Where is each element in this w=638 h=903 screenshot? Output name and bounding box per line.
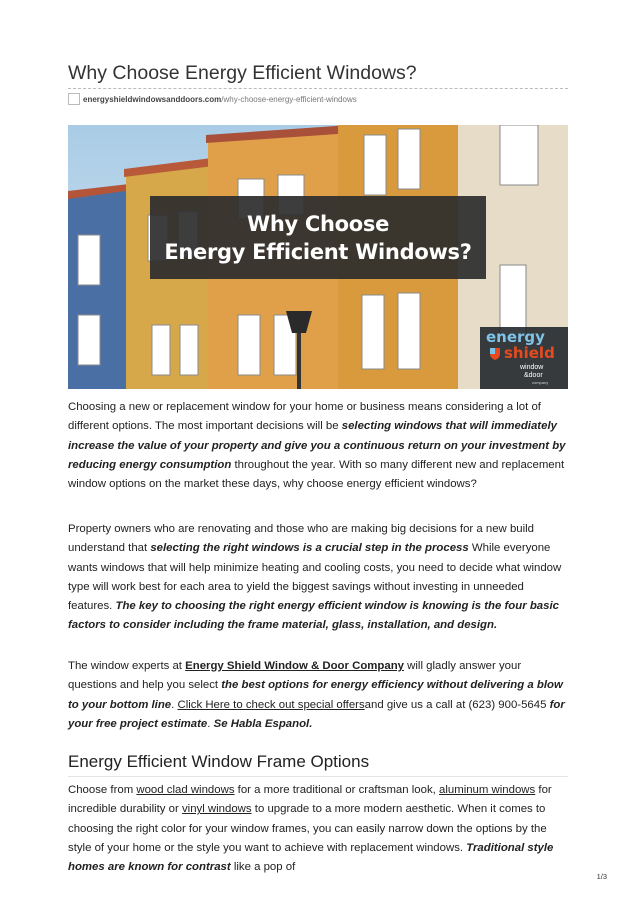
paragraph-contact xyxy=(68,657,568,734)
contact-emphasis-3: Se Habla Espanol. xyxy=(213,717,313,730)
section-heading: Energy Efficient Window Frame Options xyxy=(68,752,370,771)
selection-text-1: Property owners who are renovating and those who are making big decisions for a new build understand that xyxy=(68,523,535,555)
contact-text-2: will gladly answer your questions and help you select xyxy=(68,660,522,692)
paragraph-frame-options xyxy=(68,781,568,877)
contact-text-5: . xyxy=(207,717,214,730)
logo-word-company: company xyxy=(532,380,549,385)
page-title: Why Choose Energy Efficient Windows? xyxy=(68,62,417,84)
logo-word-shield: shield xyxy=(504,344,555,362)
vinyl-windows-link[interactable]: vinyl windows xyxy=(181,803,252,816)
intro-text-1: Choosing a new or replacement window for your home or business means considering a lot of different options. The most important decisions will be xyxy=(68,401,541,433)
contact-text-1: The window experts at xyxy=(68,660,186,672)
company-link[interactable]: Energy Shield Window & Door Company xyxy=(185,660,405,672)
section-divider xyxy=(68,776,568,777)
hero-banner-line-1: Why Choose xyxy=(246,211,390,236)
frame-emphasis: Traditional style homes are known for contrast xyxy=(68,841,554,874)
special-offers-link[interactable]: Click Here to check out special offers xyxy=(177,698,365,711)
title-divider xyxy=(68,88,568,89)
contact-text-3: . xyxy=(171,698,178,711)
selection-emphasis-1: selecting the right windows is a crucial step in the process xyxy=(150,542,469,555)
logo-word-window: window xyxy=(520,364,544,371)
intro-text-2: throughout the year. With so many different new and replacement window options on the market these days, why choose energy efficient windows? xyxy=(68,458,565,491)
logo-word-door: &door xyxy=(524,372,543,379)
url-domain[interactable]: energyshieldwindowsanddoors.com xyxy=(83,94,222,104)
intro-emphasis: selecting windows that will immediately increase the value of your property and give you a continuous return on your investment by reducing energy consumption xyxy=(68,420,566,471)
contact-text-4: and give us a call at (623) 900-5645 xyxy=(364,698,550,711)
hero-image xyxy=(68,125,568,389)
frame-text-1: Choose from xyxy=(68,784,137,796)
page-number: 1/3 xyxy=(596,872,607,881)
url-path[interactable]: /why-choose-energy-efficient-windows xyxy=(221,94,357,104)
frame-text-3: for incredible durability or xyxy=(68,784,552,816)
frame-text-2: for a more traditional or craftsman look, xyxy=(234,784,439,796)
source-url[interactable] xyxy=(68,92,568,106)
frame-text-4: to upgrade to a more modern aesthetic. When it comes to choosing the right color for your window frames, you can easily narrow down the options by the style of your home or the style you want to achieve with replacement windows. xyxy=(68,803,547,854)
wood-clad-windows-link[interactable]: wood clad windows xyxy=(136,784,235,796)
energy-shield-logo xyxy=(480,327,568,389)
shield-icon xyxy=(490,348,500,360)
paragraph-intro xyxy=(68,398,568,494)
frame-text-5: like a pop of xyxy=(230,861,296,874)
contact-emphasis-1: the best options for energy efficiency without delivering a blow to your bottom line xyxy=(68,679,563,711)
aluminum-windows-link[interactable]: aluminum windows xyxy=(439,784,536,796)
hero-banner xyxy=(150,196,486,279)
contact-emphasis-2: for your free project estimate xyxy=(68,698,565,730)
favicon-icon xyxy=(68,93,80,105)
logo-word-energy: energy xyxy=(486,328,545,346)
selection-text-2: While everyone wants windows that will help minimize heating and cooling costs, you need to decide what window type will work best for each area to yield the biggest savings without investing in unneeded features. xyxy=(68,542,562,613)
paragraph-selection xyxy=(68,520,568,636)
selection-emphasis-2: The key to choosing the right energy efficient window is knowing is the four basic factors to consider including the frame material, glass, installation, and design. xyxy=(68,600,559,632)
hero-banner-line-2: Energy Efficient Windows? xyxy=(164,239,472,264)
